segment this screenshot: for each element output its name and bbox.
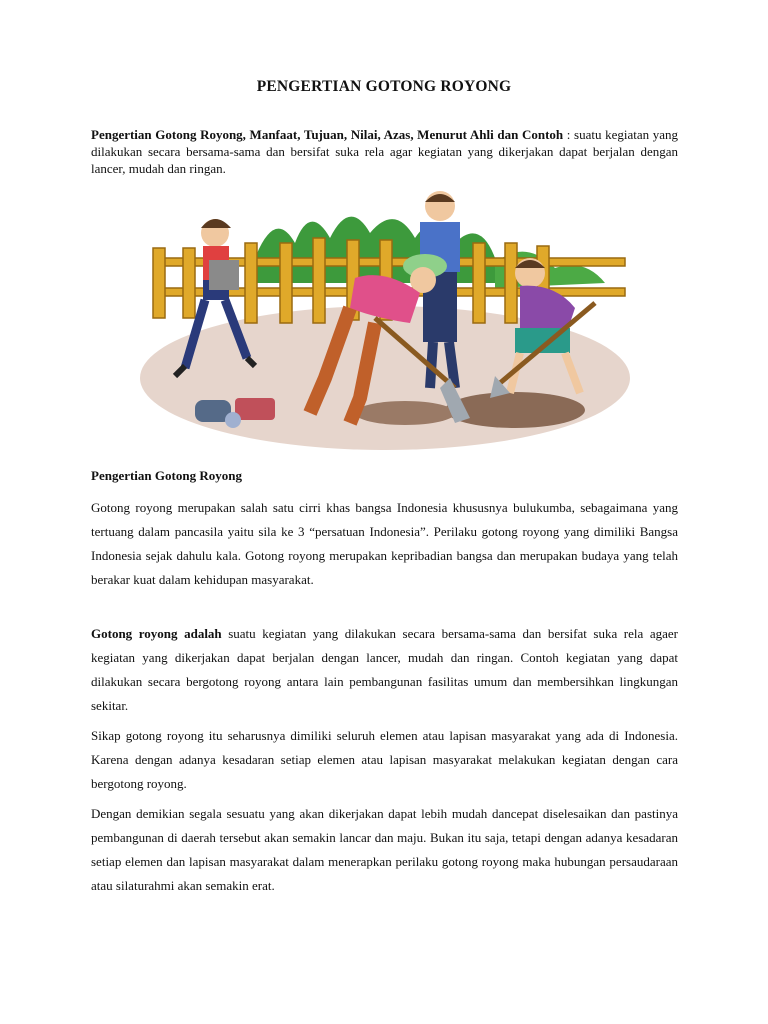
paragraph-2-bold-lead: Gotong royong adalah [91,626,222,641]
intro-bold-lead: Pengertian Gotong Royong, Manfaat, Tujuan, Nilai, Azas, Menurut Ahli dan Contoh [91,127,564,142]
paragraph-1: Gotong royong merupakan salah satu cirri khas bangsa Indonesia khususnya bulukumba, sebagaimana yang tertuang dalam pancasila yaitu sila ke 3 “persatuan Indonesia”. Perilaku gotong royong yang dimiliki Bangsa Indonesia sejak dahulu kala. Gotong royong merupakan kepribadian bangsa dan merupakan budaya yang telah berakar kuat dalam kehidupan masyarakat. [91,500,678,587]
section-heading: Pengertian Gotong Royong [91,468,242,483]
paragraph-4: Dengan demikian segala sesuatu yang akan dikerjakan dapat lebih mudah dancepat diselesaikan dan pastinya pembangunan di daerah tersebut akan semakin lancar dan maju. Bukan itu saja, tetapi dengan adanya kesadaran setiap elemen dan lapisan masyarakat dalam menerapkan perilaku gotong royong maka hubungan persaudaraan atau silaturahmi akan semakin erat. [91,806,678,893]
page-title: PENGERTIAN GOTONG ROYONG [256,78,512,95]
paragraph-2 [91,622,678,718]
paragraph-3: Sikap gotong royong itu seharusnya dimiliki seluruh elemen atau lapisan masyarakat yang ada di Indonesia. Karena dengan adanya kesadaran setiap elemen atau lapisan masyarakat melakukan kegiatan dengan cara bergotong royong. [91,728,678,791]
intro-text: : suatu kegiatan yang dilakukan secara bersama-sama dan bersifat suka rela agar kegiatan yang dikerjakan dapat berjalan dengan lancer, mudah dan ringan. [91,127,678,176]
intro-paragraph [91,126,678,177]
children-working-together-illustration [135,188,635,456]
paragraph-2-text: suatu kegiatan yang dilakukan secara bersama-sama dan bersifat suka rela agaer kegiatan yang dikerjakan dapat berjalan dengan lancer, mudah dan ringan. Contoh kegiatan yang dapat dilakukan secara bergotong royong antara lain pembangunan fasilitas umum dan membersihkan lingkungan sekitar. [91,626,678,713]
